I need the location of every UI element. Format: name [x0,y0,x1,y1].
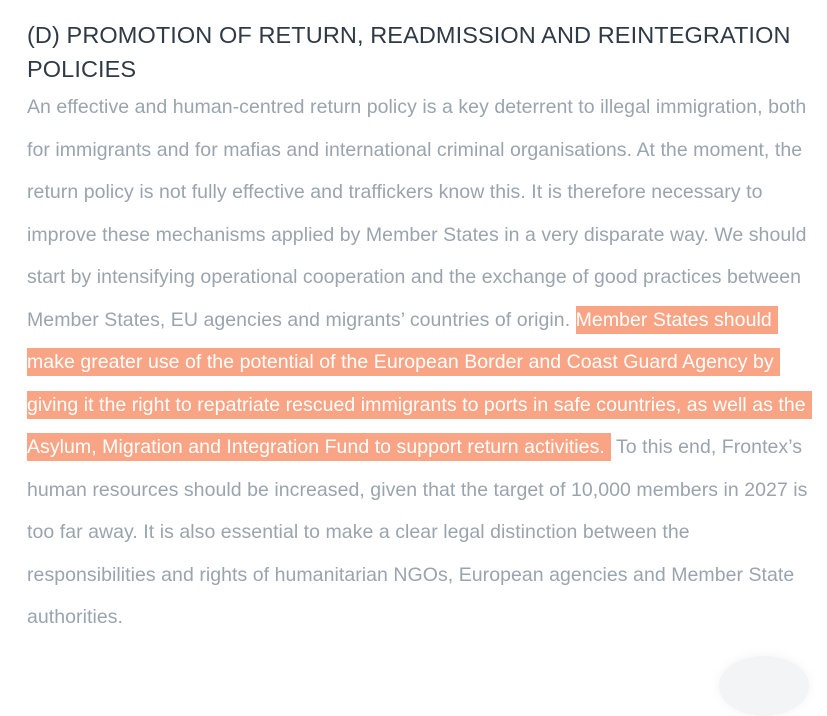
paragraph-text-after: To this end, Frontex’s human resources should be increased, given that the target of 10,000 members in 2027 is too far away. It is also essential to make a clear legal distinction between the responsibilities and rights of humanitarian NGOs, European agencies and Member State authorities. [27,436,808,628]
highlighted-text[interactable]: Member States should make greater use of the potential of the European Border and Coast Guard Agency by giving it the right to repatriate rescued immigrants to ports in safe countries, as well as the Asylum, Migration and Integration Fund to support return activities. [27,306,812,462]
section-heading: (D) PROMOTION OF RETURN, READMISSION AND REINTEGRATION POLICIES [27,22,791,82]
paragraph-text-before: An effective and human-centred return policy is a key deterrent to illegal immigration, both for immigrants and for mafias and international criminal organisations. At the moment, the return policy is not fully effective and traffickers know this. It is therefore necessary to improve these mechanisms applied by Member States in a very disparate way. We should start by intensifying operational cooperation and the exchange of good practices between Member States, EU agencies and migrants’ countries of origin. [27,96,807,331]
section-paragraph [27,86,812,639]
floating-action-shape [719,656,809,716]
document-section [27,18,812,639]
